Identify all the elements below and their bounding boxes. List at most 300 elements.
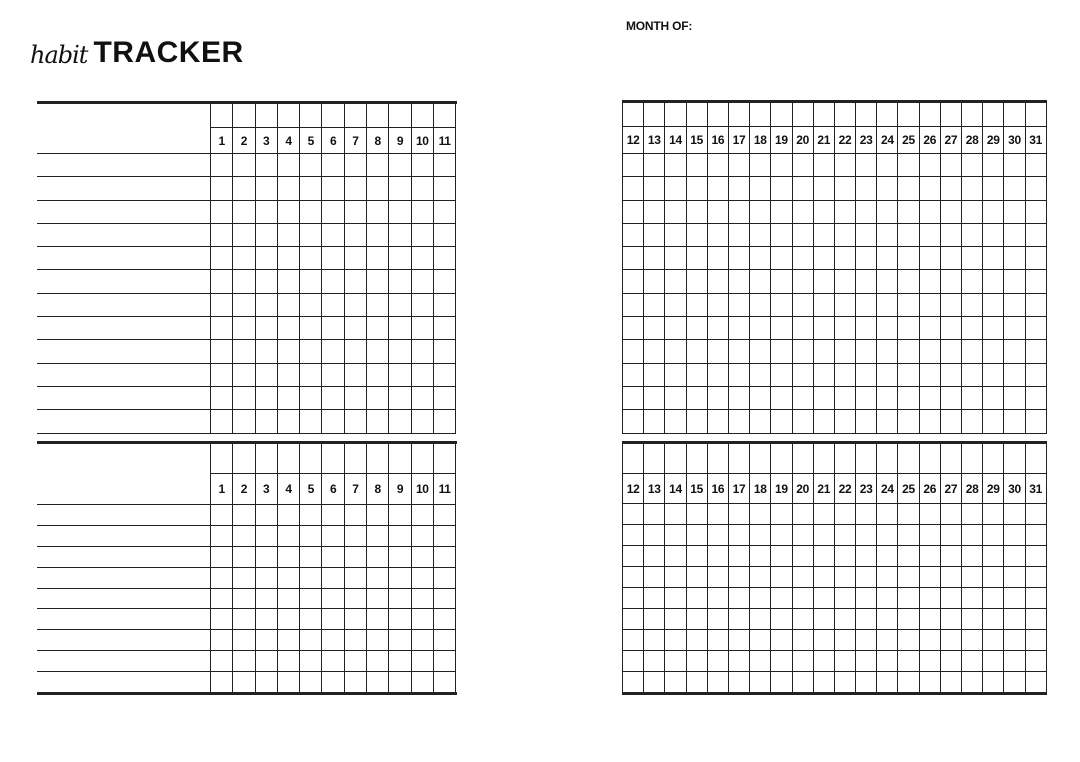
check-cell[interactable] [771, 224, 792, 247]
check-cell[interactable] [793, 609, 814, 630]
check-cell[interactable] [983, 609, 1004, 630]
check-cell[interactable] [920, 177, 941, 200]
check-cell[interactable] [367, 154, 389, 177]
check-cell[interactable] [412, 154, 434, 177]
check-cell[interactable] [687, 294, 708, 317]
check-cell[interactable] [793, 340, 814, 363]
check-cell[interactable] [687, 364, 708, 387]
check-cell[interactable] [389, 364, 411, 387]
check-cell[interactable] [1004, 201, 1025, 224]
check-cell[interactable] [962, 224, 983, 247]
check-cell[interactable] [322, 630, 344, 651]
day-blank-cell[interactable] [856, 102, 877, 127]
check-cell[interactable] [962, 567, 983, 588]
check-cell[interactable] [1026, 504, 1047, 525]
check-cell[interactable] [1026, 588, 1047, 609]
day-blank-cell[interactable] [898, 102, 919, 127]
check-cell[interactable] [920, 609, 941, 630]
check-cell[interactable] [412, 672, 434, 693]
check-cell[interactable] [687, 525, 708, 546]
check-cell[interactable] [233, 526, 255, 547]
check-cell[interactable] [814, 546, 835, 567]
check-cell[interactable] [898, 525, 919, 546]
check-cell[interactable] [729, 224, 750, 247]
check-cell[interactable] [941, 154, 962, 177]
check-cell[interactable] [962, 525, 983, 546]
check-cell[interactable] [750, 364, 771, 387]
check-cell[interactable] [898, 387, 919, 410]
check-cell[interactable] [771, 609, 792, 630]
check-cell[interactable] [278, 317, 300, 340]
check-cell[interactable] [412, 317, 434, 340]
habit-name-cell[interactable] [37, 154, 211, 177]
check-cell[interactable] [367, 340, 389, 363]
day-blank-cell[interactable] [367, 443, 389, 474]
check-cell[interactable] [793, 317, 814, 340]
day-blank-cell[interactable] [814, 102, 835, 127]
check-cell[interactable] [983, 270, 1004, 293]
check-cell[interactable] [300, 387, 322, 410]
check-cell[interactable] [665, 588, 686, 609]
check-cell[interactable] [278, 589, 300, 610]
check-cell[interactable] [729, 546, 750, 567]
check-cell[interactable] [877, 504, 898, 525]
check-cell[interactable] [300, 672, 322, 693]
check-cell[interactable] [412, 589, 434, 610]
check-cell[interactable] [814, 387, 835, 410]
check-cell[interactable] [1004, 294, 1025, 317]
check-cell[interactable] [877, 546, 898, 567]
check-cell[interactable] [412, 609, 434, 630]
check-cell[interactable] [877, 201, 898, 224]
check-cell[interactable] [962, 504, 983, 525]
habit-name-cell[interactable] [37, 547, 211, 568]
check-cell[interactable] [687, 201, 708, 224]
check-cell[interactable] [345, 651, 367, 672]
check-cell[interactable] [412, 651, 434, 672]
check-cell[interactable] [835, 588, 856, 609]
check-cell[interactable] [278, 387, 300, 410]
check-cell[interactable] [412, 201, 434, 224]
check-cell[interactable] [211, 410, 233, 433]
check-cell[interactable] [233, 270, 255, 293]
check-cell[interactable] [367, 568, 389, 589]
check-cell[interactable] [920, 154, 941, 177]
check-cell[interactable] [300, 526, 322, 547]
habit-name-cell[interactable] [37, 294, 211, 317]
check-cell[interactable] [412, 547, 434, 568]
habit-name-cell[interactable] [37, 589, 211, 610]
check-cell[interactable] [708, 504, 729, 525]
check-cell[interactable] [708, 294, 729, 317]
day-blank-cell[interactable] [708, 443, 729, 474]
check-cell[interactable] [256, 224, 278, 247]
check-cell[interactable] [278, 568, 300, 589]
check-cell[interactable] [835, 410, 856, 433]
check-cell[interactable] [300, 340, 322, 363]
check-cell[interactable] [941, 588, 962, 609]
check-cell[interactable] [278, 609, 300, 630]
check-cell[interactable] [345, 387, 367, 410]
check-cell[interactable] [278, 177, 300, 200]
check-cell[interactable] [941, 364, 962, 387]
check-cell[interactable] [644, 387, 665, 410]
check-cell[interactable] [856, 387, 877, 410]
check-cell[interactable] [941, 410, 962, 433]
habit-name-cell[interactable] [37, 609, 211, 630]
check-cell[interactable] [211, 387, 233, 410]
check-cell[interactable] [750, 546, 771, 567]
check-cell[interactable] [729, 525, 750, 546]
check-cell[interactable] [835, 504, 856, 525]
check-cell[interactable] [434, 505, 456, 526]
check-cell[interactable] [211, 364, 233, 387]
check-cell[interactable] [644, 567, 665, 588]
check-cell[interactable] [687, 567, 708, 588]
check-cell[interactable] [793, 387, 814, 410]
check-cell[interactable] [345, 589, 367, 610]
habit-name-cell[interactable] [37, 568, 211, 589]
check-cell[interactable] [941, 247, 962, 270]
check-cell[interactable] [665, 609, 686, 630]
check-cell[interactable] [750, 651, 771, 672]
check-cell[interactable] [962, 247, 983, 270]
check-cell[interactable] [300, 651, 322, 672]
check-cell[interactable] [687, 609, 708, 630]
day-blank-cell[interactable] [920, 443, 941, 474]
check-cell[interactable] [1026, 630, 1047, 651]
check-cell[interactable] [856, 567, 877, 588]
check-cell[interactable] [835, 224, 856, 247]
check-cell[interactable] [771, 630, 792, 651]
check-cell[interactable] [389, 294, 411, 317]
check-cell[interactable] [729, 270, 750, 293]
check-cell[interactable] [644, 294, 665, 317]
day-blank-cell[interactable] [771, 443, 792, 474]
check-cell[interactable] [898, 247, 919, 270]
check-cell[interactable] [877, 364, 898, 387]
day-blank-cell[interactable] [941, 443, 962, 474]
check-cell[interactable] [708, 317, 729, 340]
check-cell[interactable] [983, 630, 1004, 651]
habit-name-cell[interactable] [37, 224, 211, 247]
day-blank-cell[interactable] [793, 102, 814, 127]
check-cell[interactable] [750, 201, 771, 224]
check-cell[interactable] [623, 270, 644, 293]
check-cell[interactable] [941, 317, 962, 340]
check-cell[interactable] [708, 672, 729, 693]
check-cell[interactable] [345, 630, 367, 651]
check-cell[interactable] [434, 630, 456, 651]
check-cell[interactable] [345, 672, 367, 693]
check-cell[interactable] [389, 177, 411, 200]
check-cell[interactable] [434, 410, 456, 433]
check-cell[interactable] [687, 651, 708, 672]
check-cell[interactable] [278, 154, 300, 177]
check-cell[interactable] [729, 294, 750, 317]
check-cell[interactable] [962, 546, 983, 567]
habit-name-cell[interactable] [37, 177, 211, 200]
check-cell[interactable] [644, 651, 665, 672]
check-cell[interactable] [941, 525, 962, 546]
check-cell[interactable] [367, 201, 389, 224]
check-cell[interactable] [793, 504, 814, 525]
check-cell[interactable] [211, 154, 233, 177]
check-cell[interactable] [665, 317, 686, 340]
check-cell[interactable] [814, 588, 835, 609]
day-blank-cell[interactable] [434, 443, 456, 474]
check-cell[interactable] [300, 201, 322, 224]
day-blank-cell[interactable] [345, 443, 367, 474]
check-cell[interactable] [389, 317, 411, 340]
day-blank-cell[interactable] [233, 443, 255, 474]
check-cell[interactable] [278, 410, 300, 433]
check-cell[interactable] [278, 505, 300, 526]
check-cell[interactable] [750, 154, 771, 177]
day-blank-cell[interactable] [300, 443, 322, 474]
check-cell[interactable] [211, 630, 233, 651]
check-cell[interactable] [962, 410, 983, 433]
check-cell[interactable] [898, 672, 919, 693]
check-cell[interactable] [1026, 270, 1047, 293]
day-blank-cell[interactable] [256, 103, 278, 128]
check-cell[interactable] [962, 364, 983, 387]
check-cell[interactable] [623, 525, 644, 546]
check-cell[interactable] [856, 294, 877, 317]
check-cell[interactable] [1004, 630, 1025, 651]
day-blank-cell[interactable] [983, 102, 1004, 127]
check-cell[interactable] [278, 294, 300, 317]
check-cell[interactable] [750, 270, 771, 293]
day-blank-cell[interactable] [412, 443, 434, 474]
check-cell[interactable] [898, 177, 919, 200]
check-cell[interactable] [1004, 504, 1025, 525]
day-blank-cell[interactable] [856, 443, 877, 474]
check-cell[interactable] [898, 410, 919, 433]
check-cell[interactable] [300, 317, 322, 340]
check-cell[interactable] [1004, 672, 1025, 693]
check-cell[interactable] [345, 177, 367, 200]
check-cell[interactable] [814, 154, 835, 177]
check-cell[interactable] [256, 247, 278, 270]
check-cell[interactable] [233, 547, 255, 568]
check-cell[interactable] [389, 270, 411, 293]
check-cell[interactable] [835, 525, 856, 546]
day-blank-cell[interactable] [962, 102, 983, 127]
check-cell[interactable] [665, 504, 686, 525]
habit-name-cell[interactable] [37, 630, 211, 651]
check-cell[interactable] [771, 294, 792, 317]
day-blank-cell[interactable] [389, 103, 411, 128]
check-cell[interactable] [623, 224, 644, 247]
check-cell[interactable] [665, 672, 686, 693]
check-cell[interactable] [233, 630, 255, 651]
check-cell[interactable] [750, 630, 771, 651]
check-cell[interactable] [941, 224, 962, 247]
check-cell[interactable] [434, 609, 456, 630]
check-cell[interactable] [644, 609, 665, 630]
check-cell[interactable] [708, 567, 729, 588]
check-cell[interactable] [729, 387, 750, 410]
check-cell[interactable] [1004, 270, 1025, 293]
check-cell[interactable] [389, 387, 411, 410]
check-cell[interactable] [962, 340, 983, 363]
check-cell[interactable] [920, 588, 941, 609]
check-cell[interactable] [211, 340, 233, 363]
check-cell[interactable] [322, 651, 344, 672]
check-cell[interactable] [729, 154, 750, 177]
check-cell[interactable] [367, 630, 389, 651]
check-cell[interactable] [814, 247, 835, 270]
check-cell[interactable] [367, 547, 389, 568]
check-cell[interactable] [856, 672, 877, 693]
check-cell[interactable] [835, 294, 856, 317]
check-cell[interactable] [983, 546, 1004, 567]
check-cell[interactable] [856, 651, 877, 672]
check-cell[interactable] [389, 609, 411, 630]
check-cell[interactable] [345, 294, 367, 317]
check-cell[interactable] [322, 294, 344, 317]
check-cell[interactable] [1026, 567, 1047, 588]
check-cell[interactable] [211, 589, 233, 610]
check-cell[interactable] [708, 201, 729, 224]
check-cell[interactable] [941, 546, 962, 567]
check-cell[interactable] [814, 340, 835, 363]
check-cell[interactable] [256, 177, 278, 200]
check-cell[interactable] [708, 364, 729, 387]
check-cell[interactable] [771, 546, 792, 567]
check-cell[interactable] [835, 247, 856, 270]
day-blank-cell[interactable] [962, 443, 983, 474]
check-cell[interactable] [877, 317, 898, 340]
check-cell[interactable] [962, 609, 983, 630]
check-cell[interactable] [644, 340, 665, 363]
check-cell[interactable] [434, 270, 456, 293]
check-cell[interactable] [877, 609, 898, 630]
check-cell[interactable] [345, 547, 367, 568]
check-cell[interactable] [856, 410, 877, 433]
check-cell[interactable] [1026, 317, 1047, 340]
check-cell[interactable] [665, 224, 686, 247]
check-cell[interactable] [345, 201, 367, 224]
check-cell[interactable] [814, 609, 835, 630]
check-cell[interactable] [300, 410, 322, 433]
check-cell[interactable] [708, 224, 729, 247]
check-cell[interactable] [434, 340, 456, 363]
check-cell[interactable] [256, 505, 278, 526]
check-cell[interactable] [623, 317, 644, 340]
check-cell[interactable] [1026, 672, 1047, 693]
check-cell[interactable] [256, 589, 278, 610]
check-cell[interactable] [793, 201, 814, 224]
check-cell[interactable] [322, 589, 344, 610]
day-blank-cell[interactable] [814, 443, 835, 474]
check-cell[interactable] [983, 387, 1004, 410]
habit-name-cell[interactable] [37, 247, 211, 270]
check-cell[interactable] [623, 410, 644, 433]
check-cell[interactable] [771, 525, 792, 546]
check-cell[interactable] [920, 525, 941, 546]
check-cell[interactable] [300, 589, 322, 610]
day-blank-cell[interactable] [687, 443, 708, 474]
check-cell[interactable] [814, 317, 835, 340]
check-cell[interactable] [211, 247, 233, 270]
check-cell[interactable] [233, 247, 255, 270]
check-cell[interactable] [877, 340, 898, 363]
habit-name-cell[interactable] [37, 270, 211, 293]
check-cell[interactable] [983, 224, 1004, 247]
check-cell[interactable] [814, 294, 835, 317]
check-cell[interactable] [211, 270, 233, 293]
check-cell[interactable] [750, 567, 771, 588]
check-cell[interactable] [793, 672, 814, 693]
check-cell[interactable] [233, 609, 255, 630]
check-cell[interactable] [389, 630, 411, 651]
day-blank-cell[interactable] [729, 102, 750, 127]
check-cell[interactable] [367, 609, 389, 630]
check-cell[interactable] [256, 547, 278, 568]
check-cell[interactable] [345, 526, 367, 547]
check-cell[interactable] [750, 317, 771, 340]
day-blank-cell[interactable] [898, 443, 919, 474]
check-cell[interactable] [687, 630, 708, 651]
check-cell[interactable] [814, 224, 835, 247]
check-cell[interactable] [345, 609, 367, 630]
check-cell[interactable] [771, 410, 792, 433]
check-cell[interactable] [687, 270, 708, 293]
check-cell[interactable] [278, 247, 300, 270]
check-cell[interactable] [665, 247, 686, 270]
check-cell[interactable] [962, 630, 983, 651]
check-cell[interactable] [729, 410, 750, 433]
check-cell[interactable] [920, 201, 941, 224]
check-cell[interactable] [920, 364, 941, 387]
check-cell[interactable] [962, 672, 983, 693]
check-cell[interactable] [300, 247, 322, 270]
check-cell[interactable] [750, 340, 771, 363]
check-cell[interactable] [367, 505, 389, 526]
check-cell[interactable] [983, 201, 1004, 224]
check-cell[interactable] [1026, 387, 1047, 410]
check-cell[interactable] [665, 630, 686, 651]
habit-name-cell[interactable] [37, 340, 211, 363]
check-cell[interactable] [898, 651, 919, 672]
check-cell[interactable] [367, 294, 389, 317]
check-cell[interactable] [898, 340, 919, 363]
day-blank-cell[interactable] [1026, 443, 1047, 474]
check-cell[interactable] [983, 672, 1004, 693]
check-cell[interactable] [898, 294, 919, 317]
check-cell[interactable] [983, 177, 1004, 200]
check-cell[interactable] [278, 672, 300, 693]
check-cell[interactable] [962, 588, 983, 609]
check-cell[interactable] [665, 651, 686, 672]
check-cell[interactable] [814, 525, 835, 546]
check-cell[interactable] [920, 247, 941, 270]
check-cell[interactable] [856, 201, 877, 224]
check-cell[interactable] [623, 567, 644, 588]
check-cell[interactable] [898, 630, 919, 651]
check-cell[interactable] [856, 177, 877, 200]
check-cell[interactable] [623, 588, 644, 609]
check-cell[interactable] [345, 317, 367, 340]
check-cell[interactable] [300, 270, 322, 293]
check-cell[interactable] [962, 177, 983, 200]
check-cell[interactable] [983, 504, 1004, 525]
check-cell[interactable] [1026, 340, 1047, 363]
check-cell[interactable] [941, 201, 962, 224]
check-cell[interactable] [233, 410, 255, 433]
